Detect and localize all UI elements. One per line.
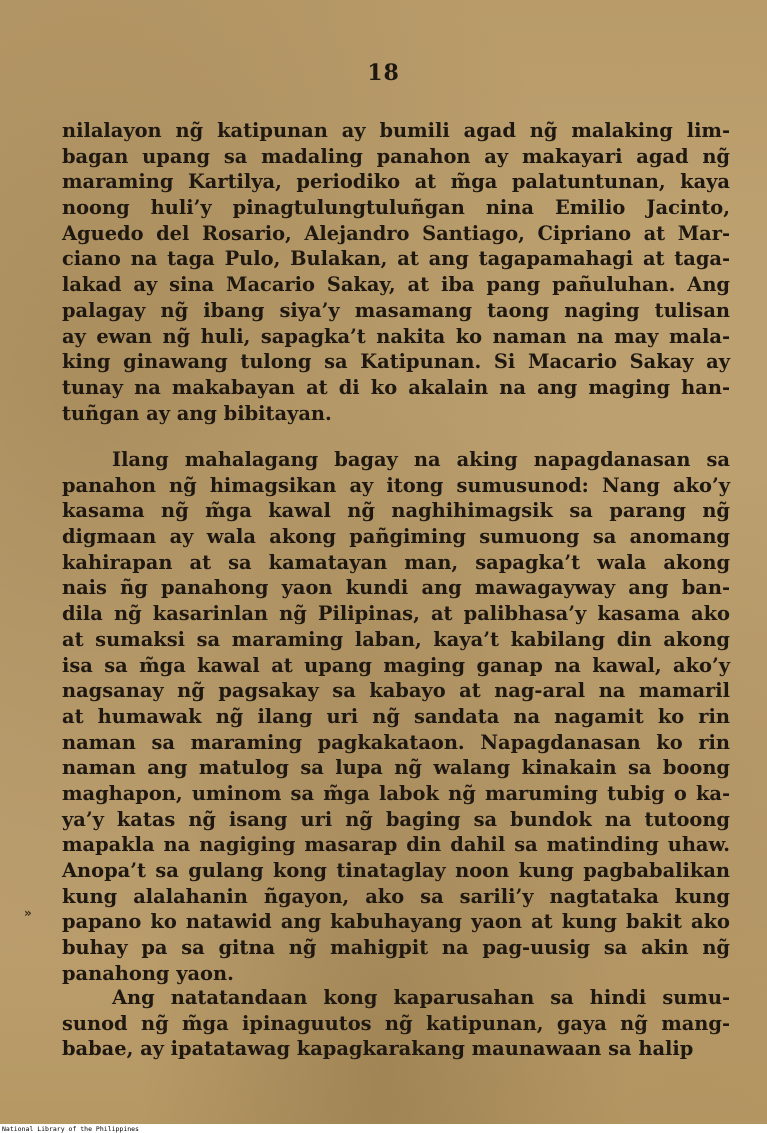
text-line: Ilang mahalagang bagay na aking napagdanasan sa — [112, 448, 730, 471]
text-line: panahong yaon. — [62, 961, 234, 985]
text-line: ya’y katas ng̃ isang uri ng̃ baging sa bundok na tutoong — [62, 807, 730, 831]
text-line: Aguedo del Rosario, Alejandro Santiago, Cipriano at Mar- — [62, 221, 730, 245]
text-line: isa sa m̃ga kawal at upang maging ganap na kawal, ako’y — [62, 653, 730, 677]
text-line: kasama ng̃ m̃ga kawal ng̃ naghihimagsik sa parang ng̃ — [62, 499, 730, 523]
text-line: kung alalahanin ñgayon, ako sa sarili’y nagtataka kung — [62, 884, 730, 908]
text-line: Ang natatandaan kong kaparusahan sa hindi sumu- — [112, 986, 730, 1009]
text-line: maghapon, uminom sa m̃ga labok ng̃ maruming tubig o ka- — [62, 781, 730, 805]
text-line: lakad ay sina Macario Sakay, at iba pang pañuluhan. Ang — [62, 273, 730, 297]
text-line: tuñgan ay ang bibitayan. — [62, 401, 332, 425]
margin-mark: » — [24, 906, 32, 920]
text-line: naman sa maraming pagkakataon. Napagdanasan ko rin — [62, 730, 730, 754]
text-line: sunod ng̃ m̃ga ipinaguutos ng̃ katipunan, gaya ng̃ mang- — [62, 1011, 730, 1035]
text-line: dila ng̃ kasarinlan ng̃ Pilipinas, at palibhasa’y kasama ako — [62, 602, 730, 626]
text-line: buhay pa sa gitna ng̃ mahigpit na pag-uusig sa akin ng̃ — [62, 936, 730, 960]
text-line: bagan upang sa madaling panahon ay makayari agad ng̃ — [62, 144, 730, 168]
text-line: panahon ng̃ himagsikan ay itong sumusunod: Nang ako’y — [62, 473, 730, 497]
text-line: nais ñg panahong yaon kundi ang mawagayway ang ban- — [62, 576, 730, 600]
text-line: mapakla na nagiging masarap din dahil sa matinding uhaw. — [62, 833, 730, 857]
text-line: ciano na taga Pulo, Bulakan, at ang tagapamahagi at taga- — [62, 247, 730, 271]
text-line: nagsanay ng̃ pagsakay sa kabayo at nag-aral na mamaril — [62, 679, 730, 703]
paragraph-1 — [62, 118, 730, 426]
text-line: Anopa’t sa gulang kong tinataglay noon kung pagbabalikan — [62, 859, 730, 882]
paragraph-3 — [62, 985, 730, 1062]
text-line: palagay ng̃ ibang siya’y masamang taong naging tulisan — [62, 298, 730, 322]
text-line: at sumaksi sa maraming laban, kaya’t kabilang din akong — [62, 627, 730, 651]
text-line: king ginawang tulong sa Katipunan. Si Macario Sakay ay — [62, 350, 730, 374]
text-line: noong huli’y pinagtulungtuluñgan nina Emilio Jacinto, — [62, 196, 730, 220]
text-line: babae, ay ipatatawag kapagkarakang maunawaan sa halip — [62, 1037, 694, 1061]
text-line: maraming Kartilya, periodiko at m̃ga palatuntunan, kaya — [62, 170, 730, 194]
footer-credit: National Library of the Philippines — [2, 1125, 139, 1133]
text-line: naman ang matulog sa lupa ng̃ walang kinakain sa boong — [62, 756, 730, 780]
text-line: kahirapan at sa kamatayan man, sapagka’t wala akong — [62, 550, 730, 574]
text-line: ay ewan ng̃ huli, sapagka’t nakita ko naman na may mala- — [62, 324, 730, 348]
text-line: tunay na makabayan at di ko akalain na ang maging han- — [62, 375, 730, 399]
text-line: digmaan ay wala akong pañgiming sumuong sa anomang — [62, 525, 730, 549]
paragraph-2 — [62, 447, 730, 986]
page-number: 18 — [367, 60, 400, 86]
text-line: nilalayon ng̃ katipunan ay bumili agad ng̃ malaking lim- — [62, 119, 730, 142]
text-line: papano ko natawid ang kabuhayang yaon at kung bakit ako — [62, 910, 730, 934]
text-line: at humawak ng̃ ilang uri ng̃ sandata na nagamit ko rin — [62, 704, 730, 728]
